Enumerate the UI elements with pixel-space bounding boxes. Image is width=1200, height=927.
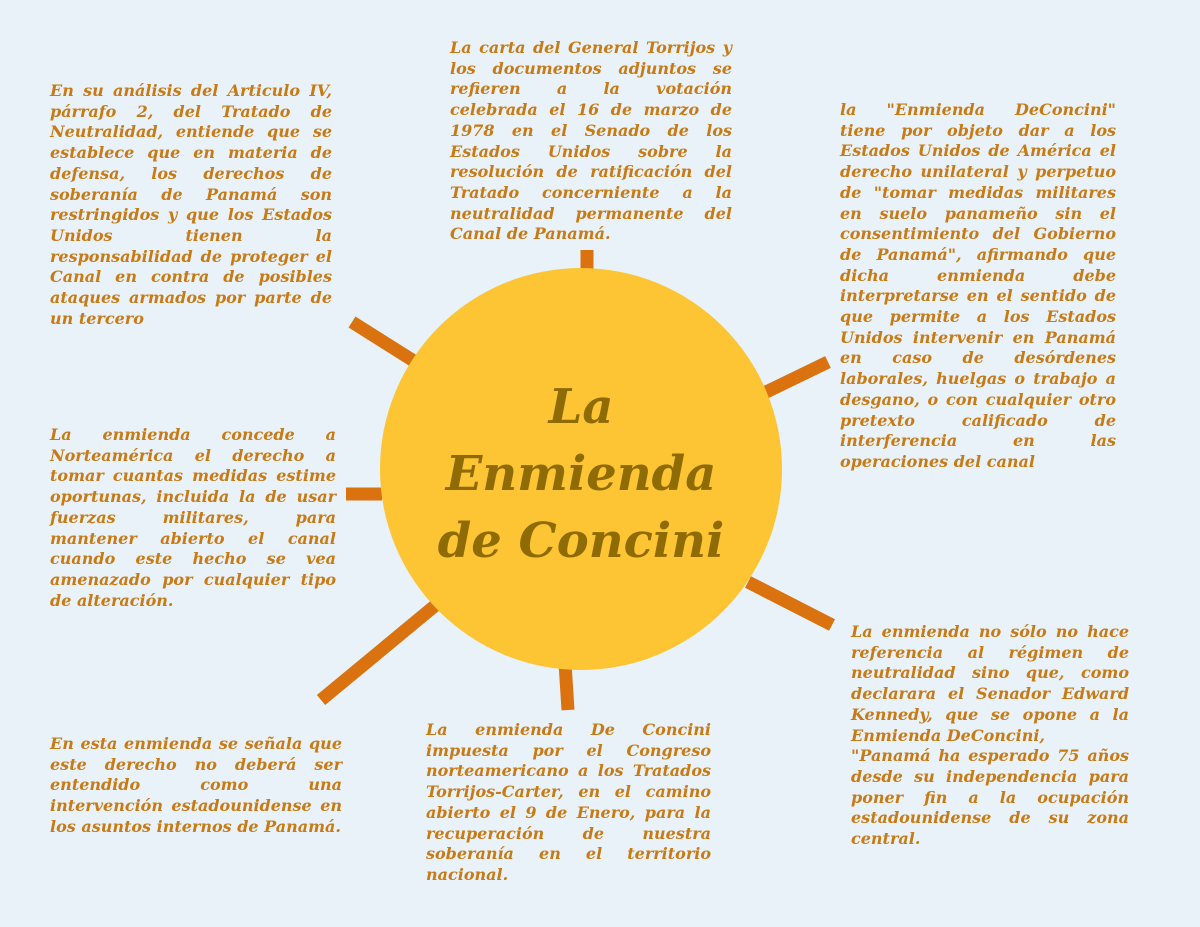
central-title-line-2: Enmienda <box>445 445 717 502</box>
sun-ray-bottom <box>565 663 568 710</box>
central-title-line-1: La <box>548 378 614 435</box>
note-not-intervention: En esta enmienda se señala que este derecho no deberá ser entendido como una intervención estadounidense en los asuntos internos de Panamá. <box>50 734 342 836</box>
central-sun <box>380 268 782 670</box>
note-kennedy-text: La enmienda no sólo no hace referencia al régimen de neutralidad sino que, como declarara el Senador Edward Kennedy, que se opone a la Enmienda DeConcini, <box>851 622 1129 745</box>
sun-ray-upper-right <box>762 362 828 394</box>
note-neutrality-article: En su análisis del Articulo IV, párrafo 2, del Tratado de Neutralidad, entiende que se establece que en materia de defensa, los derechos de soberanía de Panamá son restringidos y que los Estados Unidos tienen la responsabilidad de proteger el Canal en contra de posibles ataques armados por parte de un tercero <box>50 81 332 328</box>
note-military-measures: La enmienda concede a Norteamérica el derecho a tomar cuantas medidas estime oportunas, incluida la de usar fuerzas militares, para mantener abierto el canal cuando este hecho se vea amenazado por cualquier tipo de alteración. <box>50 425 336 610</box>
sun-ray-lower-left <box>321 604 437 700</box>
note-deconcini-purpose: la "Enmienda DeConcini" tiene por objeto dar a los Estados Unidos de América el derecho unilateral y perpetuo de "tomar medidas militares en suelo panameño sin el consentimiento del Gobierno de Panamá", afirmando que dicha enmienda debe interpretarse en el sentido de que permite a los Estados Unidos intervenir en Panamá en caso de desórdenes laborales, huelgas o trabajo a desgano, o con cualquier otro pretexto calificado de interferencia en las operaciones del canal <box>840 100 1116 471</box>
note-congress-imposed: La enmienda De Concini impuesta por el Congreso norteamericano a los Tratados Torrijos-Carter, en el camino abierto el 9 de Enero, para la recuperación de nuestra soberanía en el territorio nacional. <box>426 720 711 884</box>
note-kennedy-quote: "Panamá ha esperado 75 años desde su independencia para poner fin a la ocupación estadounidense de su zona central. <box>851 746 1129 849</box>
note-torrijos-letter: La carta del General Torrijos y los documentos adjuntos se refieren a la votación celebrada el 16 de marzo de 1978 en el Senado de los Estados Unidos sobre la resolución de ratificación del Tratado concerniente a la neutralidad permanente del Canal de Panamá. <box>450 38 732 244</box>
central-title <box>438 374 725 575</box>
sun-ray-lower-right <box>748 582 832 625</box>
central-title-line-3: de Concini <box>437 512 725 569</box>
sun-ray-upper-left <box>352 322 417 363</box>
note-kennedy-opposition <box>851 622 1129 850</box>
